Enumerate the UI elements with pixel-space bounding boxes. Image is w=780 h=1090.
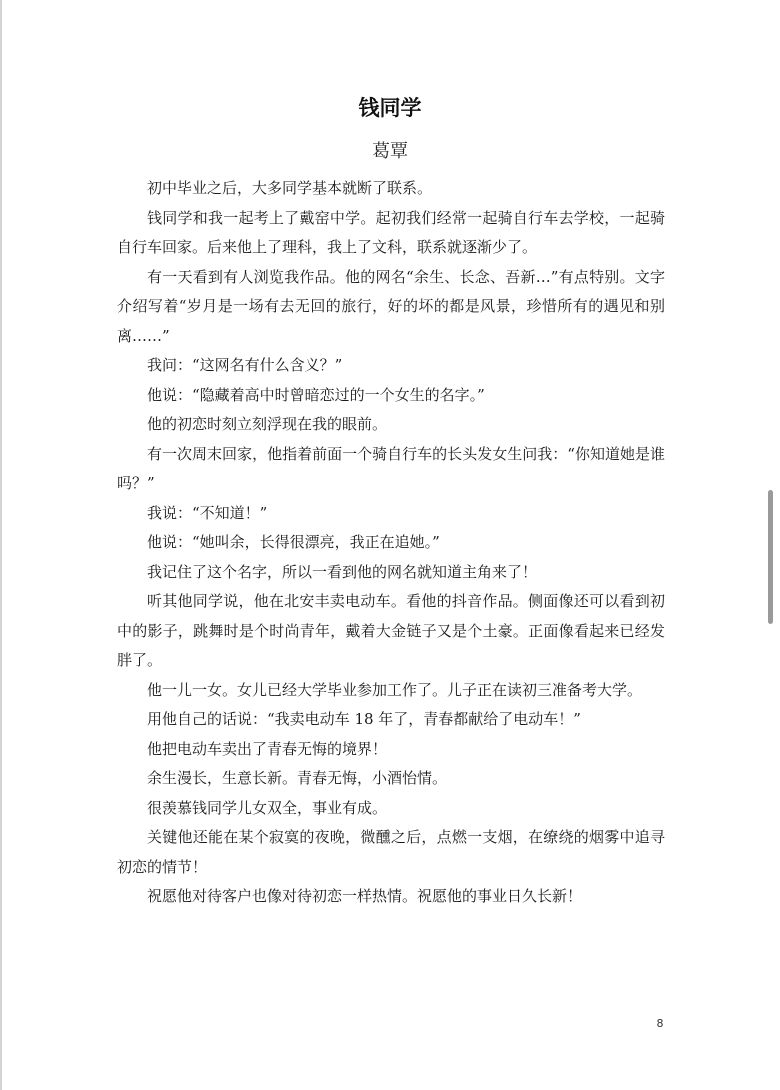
paragraph: 他一儿一女。女儿已经大学毕业参加工作了。儿子正在读初三准备考大学。 (147, 680, 643, 699)
paragraph: 听其他同学说，他在北安丰卖电动车。看他的抖音作品。侧面像还可以看到初中的影子，跳舞时是个时尚青年，戴着大金链子又是个土豪。正面像看起来已经发胖了。 (117, 592, 665, 669)
paragraph: 他说：“她叫余，长得很漂亮，我正在追她。” (147, 533, 440, 551)
paragraph: 我问：“这网名有什么含义？” (147, 356, 343, 374)
paragraph: 很羡慕钱同学儿女双全，事业有成。 (147, 798, 388, 817)
paragraph: 余生漫长，生意长新。青春无悔，小酒怡情。 (147, 769, 448, 787)
paragraph: 我说：“不知道！” (147, 503, 268, 522)
paragraph: 初中毕业之后，大多同学基本就断了联系。 (147, 179, 433, 197)
article-body (117, 174, 665, 912)
paragraph: 有一天看到有人浏览我作品。他的网名“余生、长念、吾新…”有点特别。文字介绍写着“岁月是一场有去无回的旅行，好的坏的都是风景，珍惜所有的遇见和别离……” (117, 267, 665, 345)
vertical-scrollbar-thumb[interactable] (768, 490, 773, 624)
article-title: 钱同学 (358, 96, 422, 120)
paragraph: 钱同学和我一起考上了戴窑中学。起初我们经常一起骑自行车去学校，一起骑自行车回家。后来他上了理科，我上了文科，联系就逐渐少了。 (117, 208, 665, 256)
paragraph: 我记住了这个名字，所以一看到他的网名就知道主角来了！ (147, 562, 538, 581)
paragraph: 他把电动车卖出了青春无悔的境界！ (147, 739, 388, 758)
paragraph: 关键他还能在某个寂寞的夜晚，微醺之后，点燃一支烟，在缭绕的烟雾中追寻初恋的情节！ (117, 828, 665, 876)
paragraph: 祝愿他对待客户也像对待初恋一样热情。祝愿他的事业日久长新！ (147, 887, 583, 905)
paragraph: 他的初恋时刻立刻浮现在我的眼前。 (147, 415, 388, 433)
page-number: 8 (656, 1017, 664, 1030)
paragraph: 用他自己的话说：“我卖电动车 18 年了，青春都献给了电动车！” (147, 710, 581, 728)
paragraph: 有一次周末回家，他指着前面一个骑自行车的长头发女生问我：“你知道她是谁吗？” (117, 444, 665, 492)
article-author: 葛覃 (372, 141, 408, 162)
paragraph: 他说：“隐藏着高中时曾暗恋过的一个女生的名字。” (147, 385, 485, 404)
